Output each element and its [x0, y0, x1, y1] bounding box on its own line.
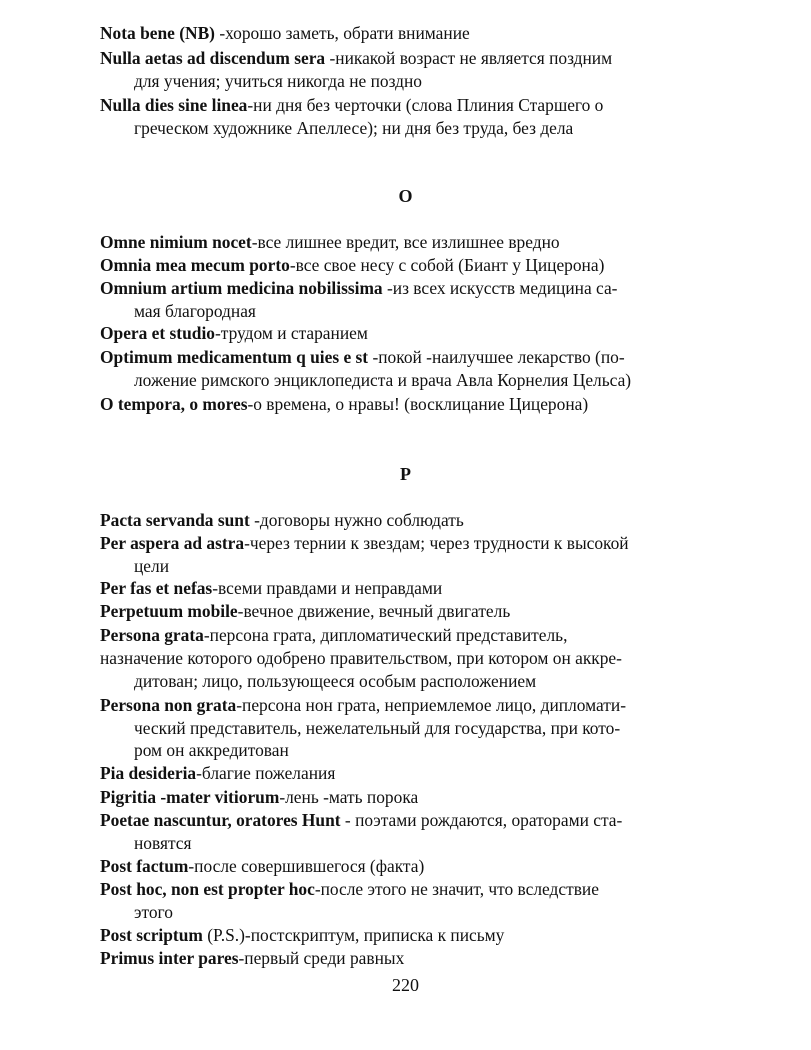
entry-term: Persona grata: [100, 625, 204, 645]
section-letter-p: P: [400, 464, 411, 484]
entry-definition: -все свое несу с собой (Биант у Цицерона): [289, 255, 605, 275]
entry-continuation: новятся: [134, 832, 192, 853]
entry-definition: -благие пожелания: [196, 763, 336, 783]
entry-term: Omnia mea mecum porto: [100, 255, 290, 275]
entry-definition: -хорошо заметь, обрати внимание: [214, 23, 470, 43]
entry-term: Omnium artium medicina nobilissima: [100, 278, 383, 298]
entry-continuation: назначение которого одобрено правительством, при котором он аккре-: [100, 648, 622, 668]
entry-nulla-aetas: [100, 47, 714, 92]
entry-definition: -ни дня без черточки (слова Плиния Старшего о: [247, 95, 604, 115]
entry-term: Omne nimium nocet: [100, 232, 252, 252]
entry-term: Pigritia -mater vitiorum: [100, 787, 280, 807]
entry-definition: -из всех искусств медицина са-: [382, 278, 618, 298]
entry-optimum-medicamentum: [100, 346, 714, 391]
entry-continuation: греческом художнике Апеллесе); ни дня без труда, без дела: [134, 117, 574, 138]
entry-definition: -о времена, о нравы! (восклицание Цицерона): [247, 394, 589, 414]
entry-post-scriptum: [100, 924, 714, 947]
entry-pia-desideria: [100, 762, 714, 785]
entry-term: Per aspera ad astra: [100, 533, 245, 553]
entry-definition: -после этого не значит, что вследствие: [314, 879, 599, 899]
entry-definition: -все лишнее вредит, все излишнее вредно: [251, 232, 560, 252]
entry-continuation: дитован; лицо, пользующееся особым расположением: [134, 670, 537, 691]
entry-pigritia: [100, 786, 714, 809]
entry-definition: -вечное движение, вечный двигатель: [237, 601, 511, 621]
entry-continuation: ром он аккредитован: [134, 740, 289, 760]
entry-omnium-artium: [100, 277, 714, 322]
entry-term: Primus inter pares: [100, 948, 239, 968]
entry-nota-bene: [100, 22, 714, 45]
section-letter-o: O: [398, 186, 413, 206]
entry-per-aspera: [100, 532, 714, 577]
entry-term: Pia desideria: [100, 763, 197, 783]
entry-definition: -после совершившегося (факта): [188, 856, 425, 876]
entry-continuation: для учения; учиться никогда не поздно: [134, 70, 423, 91]
entry-term: Nota bene (NB): [100, 23, 215, 43]
entry-term: Opera et studio: [100, 323, 215, 343]
entry-opera-et-studio: [100, 322, 714, 345]
entry-definition: -первый среди равных: [238, 948, 405, 968]
entry-persona-grata-cont: [100, 647, 714, 692]
entry-omnia-mea: [100, 254, 714, 277]
entry-term: Perpetuum mobile: [100, 601, 238, 621]
entry-persona-grata: [100, 624, 714, 647]
entry-term: Persona non grata: [100, 695, 237, 715]
entry-continuation: цели: [134, 555, 170, 576]
entry-continuation: ложение римского энциклопедиста и врача Авла Корнелия Цельса): [134, 369, 632, 390]
entry-definition: -персона грата, дипломатический представитель,: [203, 625, 568, 645]
page-number: 220: [392, 975, 419, 995]
entry-definition: -персона нон грата, неприемлемое лицо, дипломати-: [236, 695, 626, 715]
entry-pacta-servanda: [100, 509, 714, 532]
entry-term: Nulla aetas ad discendum sera: [100, 48, 326, 68]
entry-term: Pacta servanda sunt: [100, 510, 250, 530]
entry-poetae-nascuntur: [100, 809, 714, 854]
entry-o-tempora: [100, 393, 714, 416]
entry-term: Nulla dies sine linea: [100, 95, 248, 115]
entry-continuation: ческий представитель, нежелательный для государства, при кото-: [134, 717, 621, 738]
entry-definition: - поэтами рождаются, ораторами ста-: [340, 810, 623, 830]
entry-term: Post factum: [100, 856, 189, 876]
entry-term: O tempora, o mores: [100, 394, 248, 414]
entry-perpetuum-mobile: [100, 600, 714, 623]
entry-post-hoc: [100, 878, 714, 923]
entry-term: Poetae nascuntur, oratores Hunt: [100, 810, 341, 830]
entry-per-fas: [100, 577, 714, 600]
entry-definition: -покой -наилучшее лекарство (по-: [368, 347, 625, 367]
entry-definition: (P.S.)-постскриптум, приписка к письму: [202, 925, 505, 945]
entry-nulla-dies: [100, 94, 714, 139]
entry-term: Post scriptum: [100, 925, 203, 945]
entry-omne-nimium: [100, 231, 714, 254]
entry-term: Post hoc, non est propter hoc: [100, 879, 315, 899]
entry-continuation: этого: [134, 901, 173, 922]
entry-post-factum: [100, 855, 714, 878]
entry-definition: -через тернии к звездам; через трудности к высокой: [244, 533, 629, 553]
entry-definition: -договоры нужно соблюдать: [249, 510, 464, 530]
entry-definition: -лень -мать порока: [279, 787, 419, 807]
entry-definition: -трудом и старанием: [214, 323, 368, 343]
entry-definition: -всеми правдами и неправдами: [212, 578, 443, 598]
entry-primus-inter-pares: [100, 947, 714, 970]
entry-persona-non-grata: [100, 694, 714, 762]
entry-term: Optimum medicamentum q uies e st: [100, 347, 369, 367]
entry-definition: -никакой возраст не является поздним: [325, 48, 613, 68]
entry-term: Per fas et nefas: [100, 578, 213, 598]
entry-continuation: мая благородная: [134, 300, 256, 321]
